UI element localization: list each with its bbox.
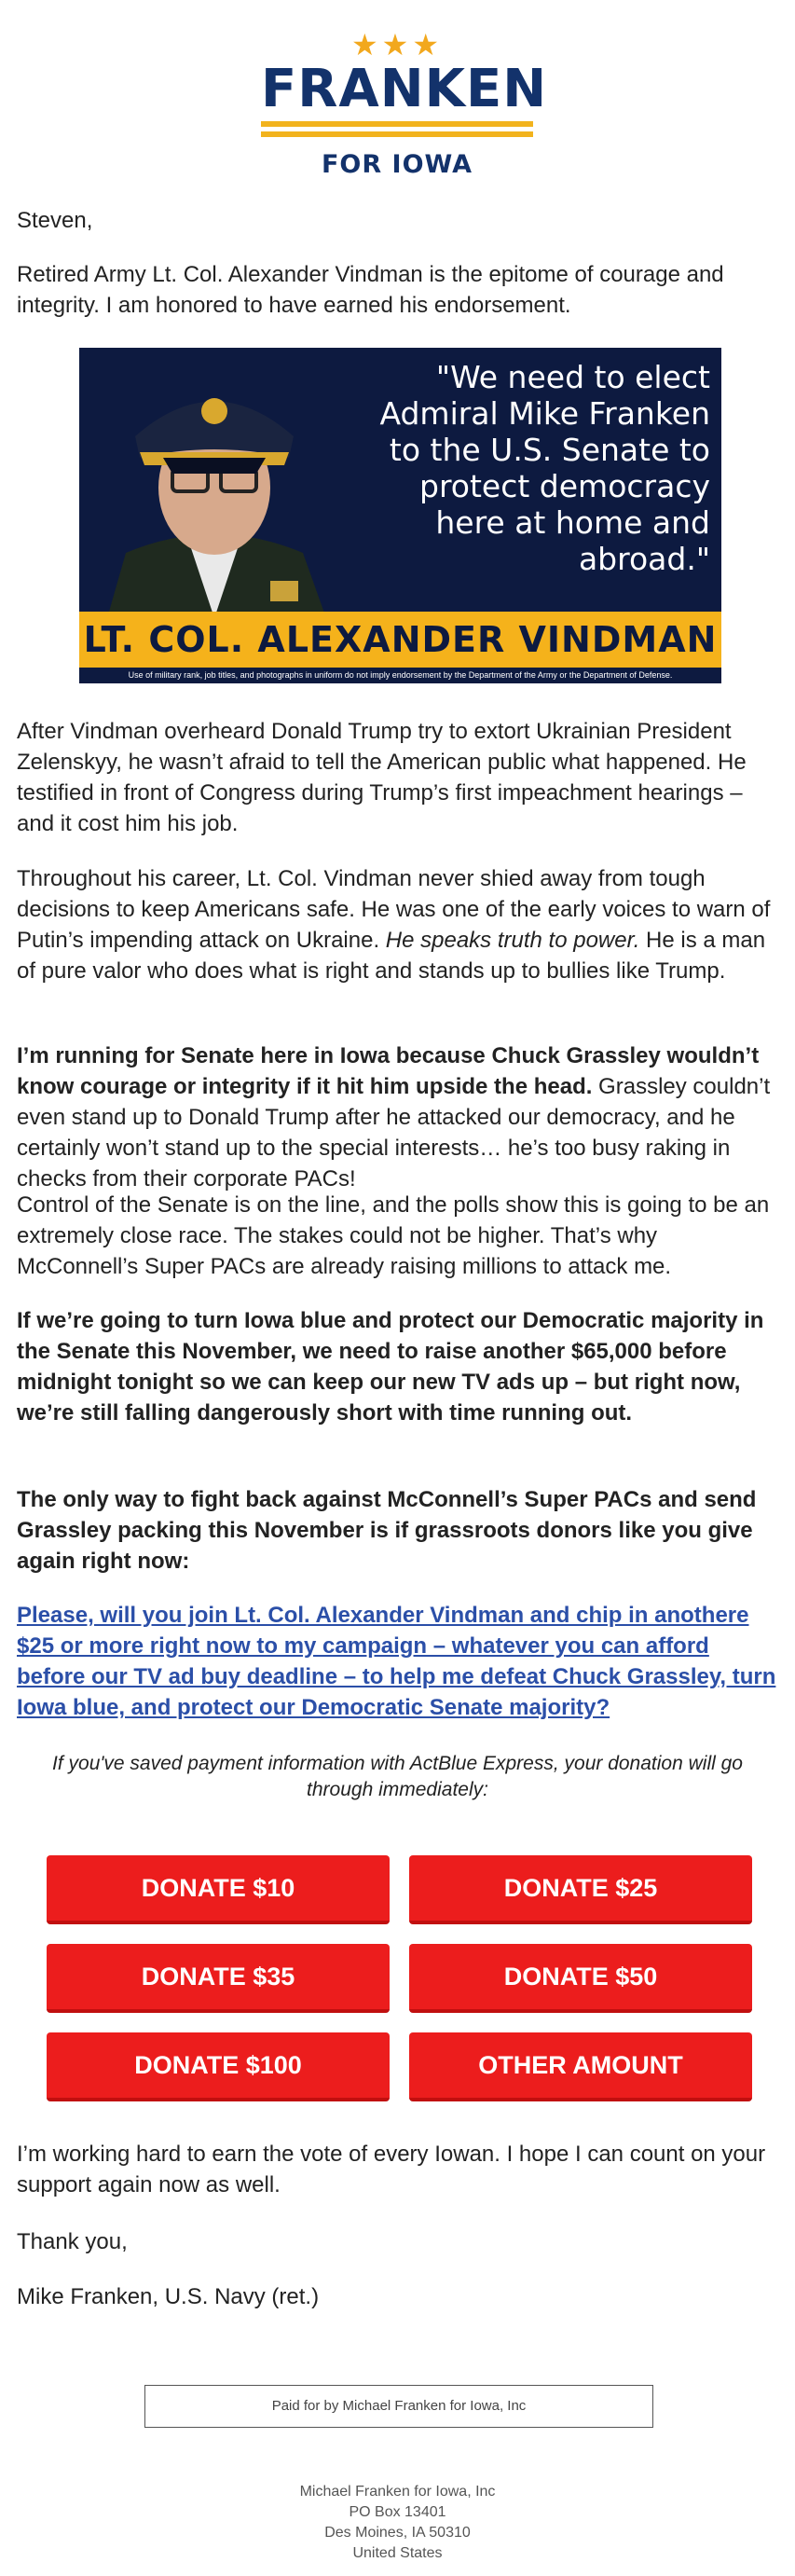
bold-paragraph: The only way to fight back against McConnell’s Super PACs and send Grassley packing this November is if grassroots donors like you give again right now: bbox=[17, 1487, 757, 1574]
text-span: Grassley couldn’t even stand up to Donald Trump after he attacked our democracy, and he certainly won’t stand up to the special interests… he’s too busy raking in checks from their corporate PACs! bbox=[17, 1074, 771, 1192]
actblue-express-note: If you've saved payment information with ActBlue Express, your donation will go through immediately: bbox=[52, 1753, 743, 1800]
quote-line: Admiral Mike Franken bbox=[379, 395, 710, 432]
quote-line: to the U.S. Senate to bbox=[389, 432, 710, 468]
endorsement-quote bbox=[319, 359, 710, 577]
logo-subtitle: FOR IOWA bbox=[321, 150, 473, 179]
quote-line: here at home and bbox=[435, 504, 710, 541]
donation-ask-paragraph bbox=[17, 1600, 781, 1723]
address-line: PO Box 13401 bbox=[349, 2504, 446, 2520]
other-amount-button[interactable]: OTHER AMOUNT bbox=[409, 2032, 752, 2101]
quote-line: protect democracy bbox=[419, 468, 710, 504]
text-span: Throughout his career, Lt. Col. Vindman never shied away from tough decisions to keep Americans safe. He was one of the early voices to warn of Putin’s impending attack on Ukraine. bbox=[17, 866, 771, 953]
donation-link[interactable]: Please, will you join Lt. Col. Alexander Vindman and chip in anothere $25 or more right now to my campaign – whatever you can afford before our TV ad buy deadline – to help me defeat Chuck Grassley, turn Iowa blue, and protect our Democratic Senate majority? bbox=[17, 1603, 776, 1720]
logo-stripes bbox=[261, 121, 533, 137]
text-span: He is a man of pure valor who does what is right and stands up to bullies like Trump. bbox=[17, 928, 766, 984]
donate-100-button[interactable]: DONATE $100 bbox=[47, 2032, 390, 2101]
intro-paragraph: Retired Army Lt. Col. Alexander Vindman is the epitome of courage and integrity. I am honored to have earned his endorsement. bbox=[17, 262, 724, 318]
bold-text: I’m running for Senate here in Iowa because Chuck Grassley wouldn’t know courage or integrity if it hit him upside the head. bbox=[17, 1043, 760, 1099]
quote-line: abroad." bbox=[578, 541, 710, 577]
donate-10-button[interactable]: DONATE $10 bbox=[47, 1855, 390, 1924]
endorsement-image bbox=[79, 348, 721, 683]
address-line: Des Moines, IA 50310 bbox=[324, 2525, 471, 2541]
mailing-address bbox=[0, 2482, 795, 2564]
address-line: Michael Franken for Iowa, Inc bbox=[299, 2484, 496, 2500]
paid-for-box: Paid for by Michael Franken for Iowa, Inc bbox=[144, 2385, 653, 2428]
body-paragraph: After Vindman overheard Donald Trump try to extort Ukrainian President Zelenskyy, he wasn’t afraid to tell the American public what happened. He testified in front of Congress during Trump’s first impeachment hearings – and it cost him his job. bbox=[17, 719, 747, 836]
quote-line: "We need to elect bbox=[435, 359, 710, 395]
military-disclaimer: Use of military rank, job titles, and photographs in uniform do not imply endorsement by the Department of the Army or the Department of Defense. bbox=[128, 670, 673, 680]
body-paragraph: Control of the Senate is on the line, and the polls show this is going to be an extremely close race. The stakes could not be higher. That’s why McConnell’s Super PACs are already raising millions to attack me. bbox=[17, 1192, 770, 1279]
donate-50-button[interactable]: DONATE $50 bbox=[409, 1944, 752, 2013]
donate-25-button[interactable]: DONATE $25 bbox=[409, 1855, 752, 1924]
logo-name: FRANKEN bbox=[261, 59, 548, 119]
signature: Mike Franken, U.S. Navy (ret.) bbox=[17, 2284, 320, 2309]
endorser-name-band: LT. COL. ALEXANDER VINDMAN bbox=[79, 612, 721, 668]
bold-paragraph: If we’re going to turn Iowa blue and protect our Democratic majority in the Senate this November, we need to raise another $65,000 before midnight tonight so we can keep our new TV ads up – but right now, we’re still falling dangerously short with time running out. bbox=[17, 1308, 764, 1426]
greeting: Steven, bbox=[17, 208, 93, 233]
vindman-portrait-icon bbox=[98, 348, 331, 618]
body-paragraph: I’m working hard to earn the vote of every Iowan. I hope I can count on your support again now as well. bbox=[17, 2142, 766, 2197]
franken-logo bbox=[261, 28, 548, 179]
logo-stars: ★★★ bbox=[350, 28, 444, 62]
sign-off: Thank you, bbox=[17, 2229, 128, 2254]
address-line: United States bbox=[352, 2545, 443, 2561]
emphasis-text: He speaks truth to power. bbox=[385, 928, 640, 953]
body-paragraph bbox=[17, 1040, 790, 1194]
body-paragraph bbox=[17, 863, 781, 986]
donate-35-button[interactable]: DONATE $35 bbox=[47, 1944, 390, 2013]
